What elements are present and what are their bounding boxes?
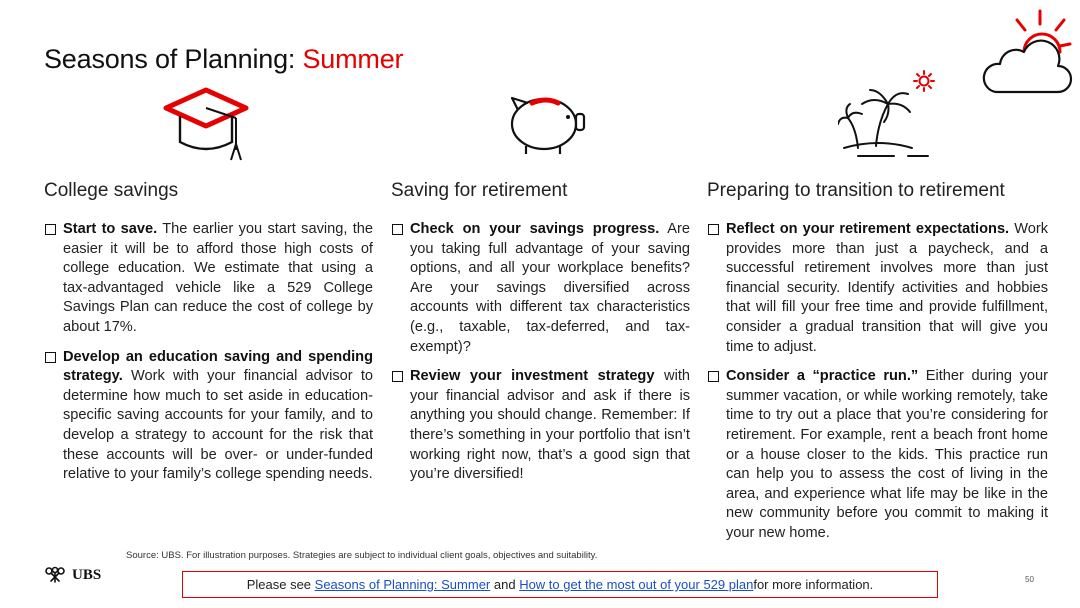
page-title xyxy=(44,44,403,75)
source-note: Source: UBS. For illustration purposes. Strategies are subject to individual client goals, objectives and suitability. xyxy=(126,550,598,561)
keys-icon xyxy=(44,566,66,584)
piggy-bank-icon xyxy=(504,90,588,156)
column-college-savings xyxy=(45,220,373,495)
logo-text: UBS xyxy=(72,566,102,583)
title-accent: Summer xyxy=(302,44,404,74)
heading-saving-for-retirement: Saving for retirement xyxy=(391,180,568,201)
footer-reference-box: Please see Seasons of Planning: Summer and How to get the most out of your 529 plan for more information. xyxy=(182,571,938,598)
list-item: Reflect on your retirement expectations. Work provides more than just a paycheck, and a successful retirement involves more than just financial security. Identify activities and hobbies that will fill your free time and provide fulfillment, consider a gradual transition that will give you time to adjust. xyxy=(708,220,1048,357)
checkbox-square-icon xyxy=(708,224,719,235)
list-item: Consider a “practice run.” Either during your summer vacation, or while working remotely, take time to try out a place that you’re considering for retirement. For example, rent a beach front home or a house closer to the kids. This practice run can help you to assess the cost of living in the area, and experience what life may be like in the new community before you commit to making it your new home. xyxy=(708,367,1048,543)
column-transition-to-retirement xyxy=(708,220,1048,554)
graduation-cap-icon xyxy=(160,84,250,162)
title-main: Seasons of Planning: xyxy=(44,44,303,74)
list-item: Start to save. The earlier you start saving, the easier it will be to afford those high costs of college education. We estimate that using a tax-advantaged vehicle like a 529 College Savings Plan can reduce the cost of college by about 17%. xyxy=(45,220,373,338)
ubs-logo xyxy=(44,566,101,584)
list-item: Check on your savings progress. Are you taking full advantage of your saving options, and all your workplace benefits? Are your savings diversified across accounts with different tax characteristics (e.g., taxable, tax-deferred, and tax-exempt)? xyxy=(392,220,690,357)
link-529-plan[interactable]: How to get the most out of your 529 plan xyxy=(519,577,754,592)
checkbox-square-icon xyxy=(392,224,403,235)
list-item: Review your investment strategy with your financial advisor and ask if there is anything you should change. Remember: If there’s something in your portfolio that isn’t working right now, that’s a good sign that you’re diversified! xyxy=(392,367,690,485)
checkbox-square-icon xyxy=(708,371,719,382)
palm-island-icon xyxy=(838,70,942,160)
heading-college-savings: College savings xyxy=(44,180,179,201)
link-seasons-of-planning-summer[interactable]: Seasons of Planning: Summer xyxy=(314,577,491,592)
page-number: 50 xyxy=(1025,575,1034,584)
heading-transition-to-retirement: Preparing to transition to retirement xyxy=(707,180,1005,201)
sun-cloud-icon xyxy=(978,6,1074,98)
list-item: Develop an education saving and spending strategy. Work with your financial advisor to determine how much to set aside in education-specific saving accounts for your family, and to develop a strategy to account for the risk that these accounts will be over- or under-funded relative to your family’s college spending needs. xyxy=(45,348,373,485)
column-saving-for-retirement xyxy=(392,220,690,495)
checkbox-square-icon xyxy=(45,352,56,363)
checkbox-square-icon xyxy=(45,224,56,235)
checkbox-square-icon xyxy=(392,371,403,382)
